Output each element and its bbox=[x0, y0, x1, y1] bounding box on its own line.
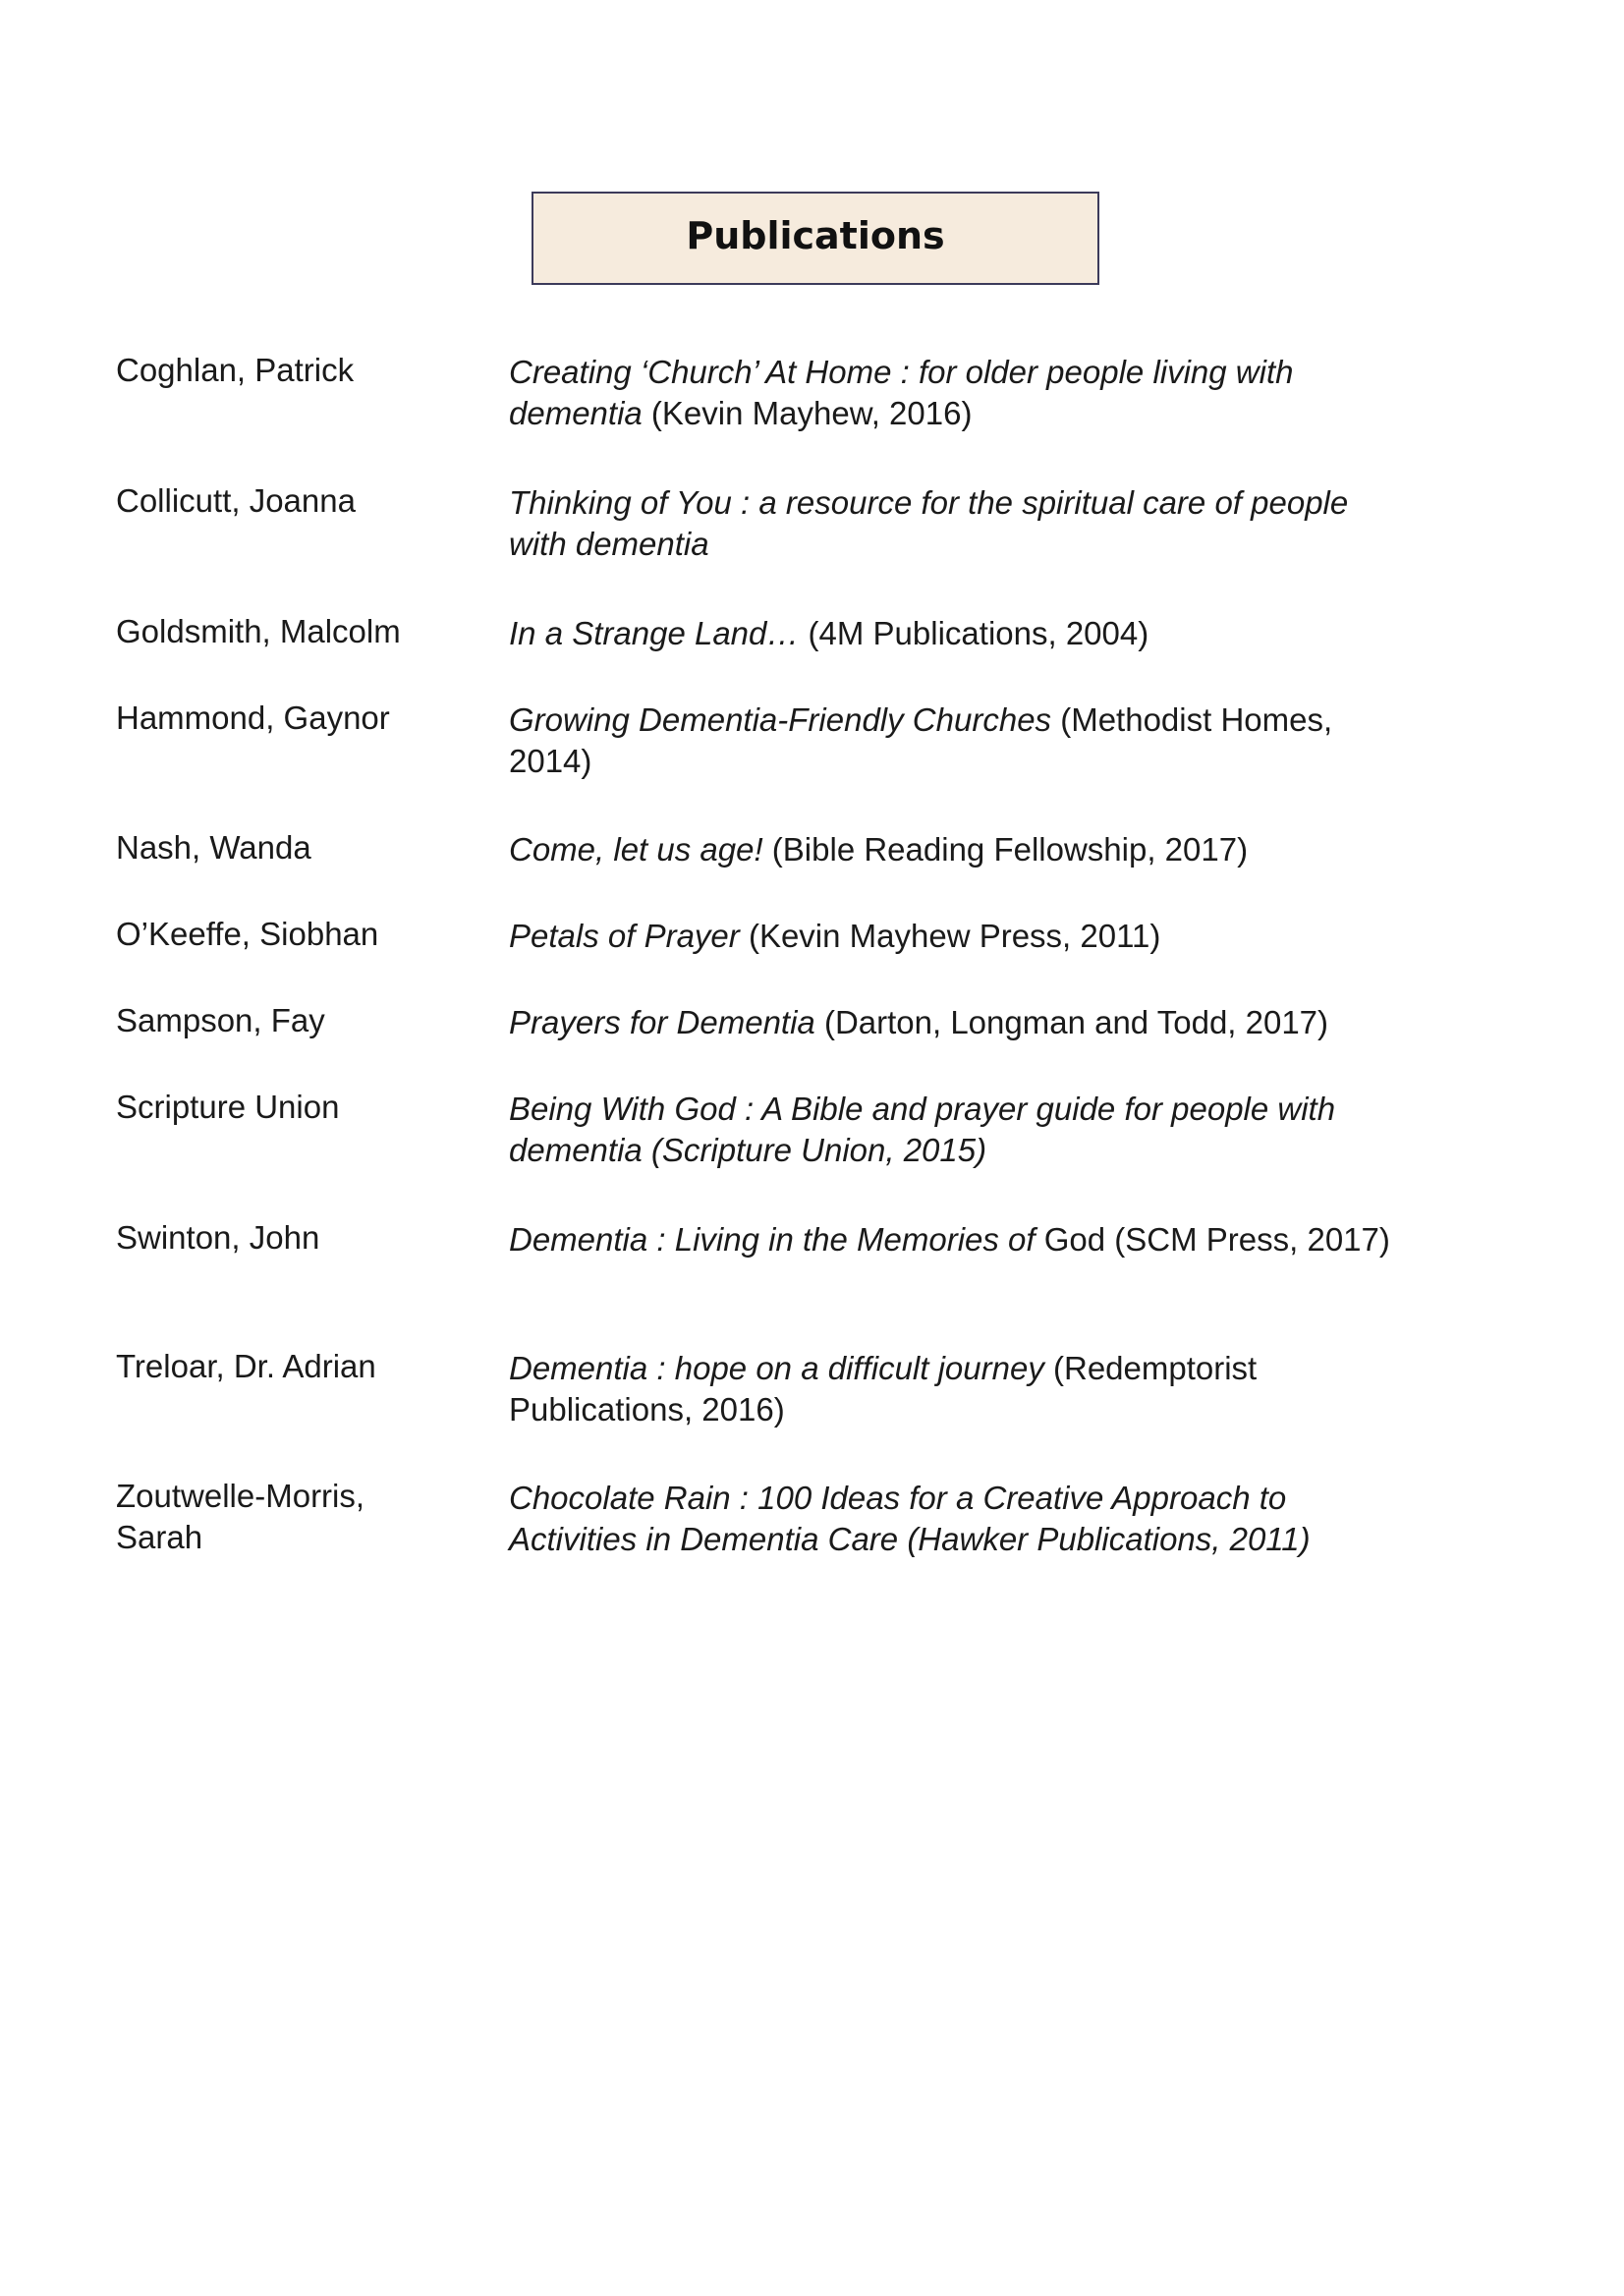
author-name: Swinton, John bbox=[116, 1219, 320, 1256]
publication-citation bbox=[509, 700, 1393, 782]
publication-citation bbox=[509, 1348, 1393, 1430]
author-name: Hammond, Gaynor bbox=[116, 700, 390, 736]
publication-citation bbox=[509, 1089, 1393, 1171]
publication-title: Thinking of You : a resource for the spiritual care of people with dementia bbox=[509, 484, 1349, 562]
publication-citation bbox=[509, 352, 1393, 434]
publication-title: Chocolate Rain : 100 Ideas for a Creative Approach to Activities in Dementia Care (Hawker Publications, 2011) bbox=[509, 1480, 1311, 1557]
publication-publisher: (Kevin Mayhew, 2016) bbox=[642, 395, 973, 431]
publication-citation bbox=[509, 1219, 1393, 1260]
author-name: Nash, Wanda bbox=[116, 829, 311, 866]
author-name: O’Keeffe, Siobhan bbox=[116, 916, 379, 952]
publication-title: Being With God : A Bible and prayer guide for people with dementia (Scripture Union, 2015) bbox=[509, 1091, 1336, 1168]
publication-title: Prayers for Dementia bbox=[509, 1004, 815, 1040]
publication-citation bbox=[509, 1002, 1393, 1043]
publication-publisher: (Redemptorist Publications, 2016) bbox=[509, 1350, 1258, 1428]
publication-citation bbox=[509, 1478, 1393, 1560]
publication-publisher: (Bible Reading Fellowship, 2017) bbox=[762, 831, 1249, 868]
publication-citation bbox=[509, 916, 1393, 957]
publication-citation bbox=[509, 613, 1393, 654]
publication-publisher: (Methodist Homes, 2014) bbox=[509, 701, 1333, 779]
publication-title: Come, let us age! bbox=[509, 831, 763, 868]
publication-title: In a Strange Land… bbox=[509, 615, 800, 651]
author-name: Collicutt, Joanna bbox=[116, 482, 356, 519]
publication-title: Growing Dementia-Friendly Churches bbox=[509, 701, 1052, 738]
author-name: Treloar, Dr. Adrian bbox=[116, 1348, 376, 1384]
publication-title: Dementia : hope on a difficult journey bbox=[509, 1350, 1044, 1386]
author-name: Zoutwelle-Morris, Sarah bbox=[116, 1478, 365, 1555]
author-name: Scripture Union bbox=[116, 1089, 340, 1125]
author-name: Coghlan, Patrick bbox=[116, 352, 355, 388]
page-title: Publications bbox=[686, 213, 945, 257]
publication-publisher: (Darton, Longman and Todd, 2017) bbox=[814, 1004, 1329, 1040]
author-name: Sampson, Fay bbox=[116, 1002, 325, 1038]
publication-title: Creating ‘Church’ At Home : for older people living with dementia bbox=[509, 354, 1294, 431]
publication-publisher: (4M Publications, 2004) bbox=[799, 615, 1149, 651]
publication-title: Dementia : Living in the Memories of bbox=[509, 1221, 1036, 1258]
author-name: Goldsmith, Malcolm bbox=[116, 613, 401, 649]
publication-citation bbox=[509, 829, 1393, 870]
publication-publisher: God (SCM Press, 2017) bbox=[1035, 1221, 1390, 1258]
publication-publisher: (Kevin Mayhew Press, 2011) bbox=[739, 918, 1161, 954]
publication-citation bbox=[509, 482, 1393, 565]
publication-title: Petals of Prayer bbox=[509, 918, 740, 954]
